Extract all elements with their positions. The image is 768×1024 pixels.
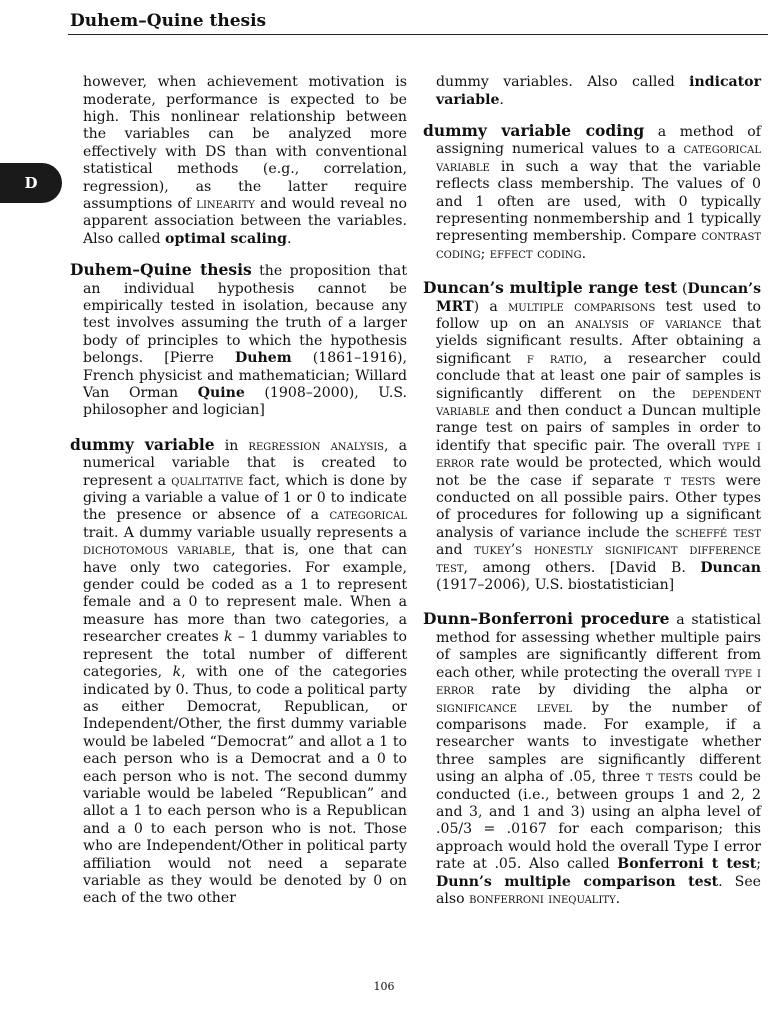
synonym-term: Bonferroni t test	[617, 856, 757, 873]
cross-reference[interactable]: qualitative	[171, 472, 244, 489]
cross-reference[interactable]: linearity	[196, 195, 255, 212]
synonym-term: Duncan’s MRT	[436, 281, 762, 315]
thumb-index-tab[interactable]: D	[0, 163, 62, 203]
headword: dummy variable coding	[423, 120, 645, 140]
cross-reference[interactable]: bonferroni inequality	[469, 890, 616, 907]
synonym-term: Dunn’s multiple comparison test	[436, 873, 719, 890]
cross-reference[interactable]: categorical	[329, 507, 407, 524]
cross-reference[interactable]: categorical variable	[436, 141, 761, 175]
headword: Duhem–Quine thesis	[70, 260, 252, 280]
cross-reference[interactable]: contrast coding	[436, 228, 761, 262]
entry-dummy-variable-coding: dummy variable coding a method of assigning numerical values to a categorical variable in such a way that the variable reflects class membership. The values of 0 and 1 often are used, with 0 typically representing nonmembership and 1 typically representing membership. Compare contrast coding; effect coding.	[423, 120, 761, 262]
cross-reference[interactable]: analysis of variance	[575, 315, 722, 332]
entry-duncans-multiple-range-test: Duncan’s multiple range test (Duncan’s MRT) a multiple comparisons test used to follow up on an analysis of variance that yields significant results. After obtaining a significant f ratio, a researcher could conclude that at least one pair of samples is significantly different on the dependent variable and then conduct a Duncan multiple range test on pairs of samples in order to identify that specific pair. The overall type i error rate would be protected, which would not be the case if separate t tests were conducted on all possible pairs. Other types of procedures for following up a significant analysis of variance include the scheffé test and tukey’s honestly significant difference test, among others. [David B. Duncan (1917–2006), U.S. biostatistician]	[423, 278, 762, 594]
cross-reference[interactable]: regression analysis	[248, 437, 385, 454]
cross-reference[interactable]: scheffé test	[675, 524, 761, 541]
page-number: 106	[373, 980, 395, 993]
cross-reference[interactable]: type i error	[436, 437, 761, 472]
synonym-term: optimal scaling	[165, 230, 287, 247]
person-name: Duhem	[235, 350, 292, 367]
cross-reference[interactable]: dependent variable	[436, 385, 761, 419]
running-head: Duhem–Quine thesis	[70, 11, 267, 31]
entry-continuation: dummy variables. Also called indicator variable.	[436, 74, 761, 108]
entry-dunn-bonferroni-procedure: Dunn–Bonferroni procedure a statistical method for assessing whether multiple pairs of samples are significantly different from each other, while protecting the overall type i error rate by dividing the alpha or significance level by the number of comparisons made. For example, if a researcher wants to investigate whether three samples are significantly different using an alpha of .05, three t tests could be conducted (i.e., between groups 1 and 2, 2 and 3, and 1 and 3) using an alpha level of .05/3 = .0167 for each comparison; this approach would hold the overall Type I error rate at .05. Also called Bonferroni t test; Dunn’s multiple comparison test. See also bonferroni inequality.	[423, 609, 762, 907]
cross-reference[interactable]: dichotomous variable	[83, 542, 232, 559]
cross-reference[interactable]: significance level	[436, 699, 572, 716]
entry-continuation: however, when achievement motivation is moderate, performance is expected to be high. This nonlinear relationship between the variables can be analyzed more effectively with DS than with conventional statistical methods (e.g., correlation, regression), as the latter require assumptions of linearity and would reveal no apparent association between the variables. Also called optimal scaling.	[83, 74, 407, 247]
cross-reference[interactable]: tukey’s honestly significant difference test	[436, 542, 762, 576]
cross-reference[interactable]: effect coding	[489, 245, 582, 262]
cross-reference[interactable]: t tests	[645, 769, 693, 786]
header-rule	[68, 34, 768, 35]
cross-reference[interactable]: type i error	[436, 664, 761, 699]
cross-reference[interactable]: t tests	[664, 472, 716, 489]
left-column	[70, 60, 407, 924]
cross-reference[interactable]: f ratio	[526, 350, 583, 367]
headword: Dunn–Bonferroni procedure	[423, 609, 670, 629]
headword: dummy variable	[70, 434, 215, 454]
person-name: Duncan	[700, 559, 761, 576]
person-name: Quine	[197, 385, 245, 401]
synonym-term: indicator variable	[436, 74, 761, 108]
headword: Duncan’s multiple range test	[423, 278, 678, 298]
entry-dummy-variable: dummy variable in regression analysis, a numerical variable that is created to represent a qualitative fact, which is done by giving a variable a value of 1 or 0 to indicate the presence or absence of a categorical trait. A dummy variable usually represents a dichotomous variable, that is, one that can have only two categories. For example, gender could be coded as a 1 to represent female and a 0 to represent male. When a measure has more than two categories, a researcher creates k – 1 dummy variables to represent the total number of different categories, k, with one of the categories indicated by 0. Thus, to code a political party as either Democrat, Republican, or Independent/Other, the first dummy variable would be labeled “Democrat” and allot a 1 to each person who is a Democrat and a 0 to each person who is not. The second dummy variable would be labeled “Republican” and allot a 1 to each person who is a Republican and a 0 to each person who is not. Those who are Independent/Other in political party affiliation would not need a separate variable as they would be denoted by 0 on each of the two other	[70, 434, 408, 907]
right-column	[423, 60, 761, 924]
cross-reference[interactable]: multiple comparisons	[508, 298, 656, 315]
entry-duhem-quine-thesis: Duhem–Quine thesis the proposition that an individual hypothesis cannot be empirically tested in isolation, because any test involves assuming the truth of a larger body of principles to which the hypothesis belongs. [Pierre Duhem (1861–1916), French physicist and mathematician; Willard Van Orman Quine (1908–2000), U.S. philosopher and logician]	[70, 260, 407, 419]
